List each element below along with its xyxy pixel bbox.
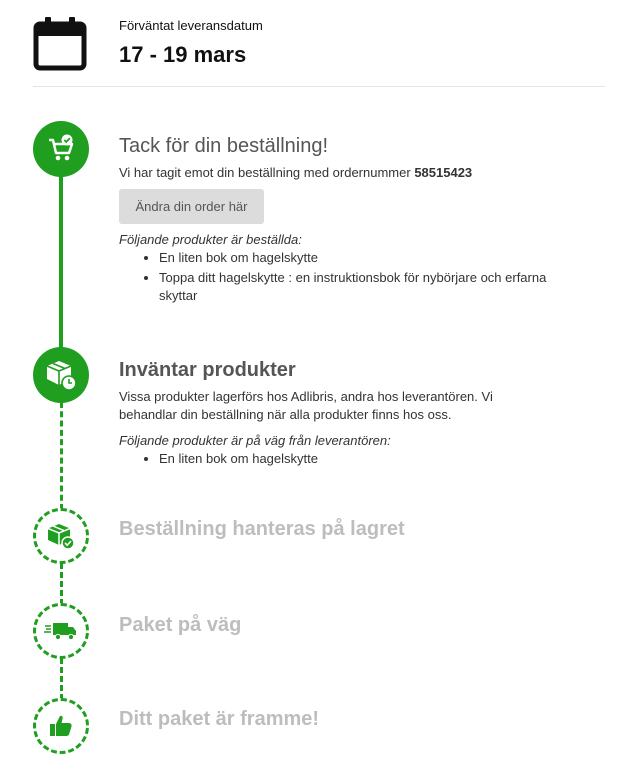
list-item: • En liten bok om hagelskytte: [159, 450, 318, 468]
delivery-header: [0, 0, 634, 88]
step-confirmed-marker: [33, 121, 89, 177]
timeline-line-pending: [60, 402, 63, 510]
step-awaiting-marker: [33, 347, 89, 403]
list-item: • En liten bok om hagelskytte: [159, 249, 579, 267]
order-number: 58515423: [414, 165, 473, 180]
delivery-label: Förväntat leveransdatum: [119, 18, 263, 33]
cart-check-icon: [46, 134, 76, 164]
calendar-icon: [33, 15, 87, 71]
divider: [33, 86, 605, 87]
step-arrived-title: Ditt paket är framme!: [119, 708, 320, 730]
delivery-date: 17 - 19 mars: [119, 42, 247, 67]
box-check-icon: [46, 521, 76, 551]
step-shipping-marker: [33, 603, 89, 659]
change-order-button[interactable]: Ändra din order här: [119, 189, 264, 224]
order-confirmation-text: [119, 164, 472, 182]
ordered-products-list: [141, 249, 579, 307]
step-confirmed-title: Tack för din beställning!: [119, 135, 329, 157]
supplier-products-heading: Följande produkter är på väg från leverantören:: [119, 433, 391, 448]
thumbs-up-icon: [48, 713, 74, 739]
box-clock-icon: [44, 358, 78, 392]
step-shipping-title: Paket på väg: [119, 614, 242, 636]
supplier-products-list: [141, 450, 318, 470]
step-warehouse-marker: [33, 508, 89, 564]
timeline-line-completed: [59, 176, 63, 348]
timeline-line-pending: [60, 563, 63, 605]
truck-icon: [44, 619, 78, 643]
step-awaiting-title: Inväntar produkter: [119, 359, 296, 381]
order-confirmation-label: Vi har tagit emot din beställning med ordernummer: [119, 165, 411, 180]
ordered-products-heading: Följande produkter är beställda:: [119, 232, 302, 247]
step-arrived-marker: [33, 698, 89, 754]
step-warehouse-title: Beställning hanteras på lagret: [119, 518, 405, 540]
list-item: • Toppa ditt hagelskytte : en instruktionsbok för nybörjare och erfarna skyttar: [159, 269, 579, 305]
awaiting-description: Vissa produkter lagerförs hos Adlibris, andra hos leverantören. Vi behandlar din beställning när alla produkter finns hos oss.: [119, 389, 493, 422]
timeline-line-pending: [60, 658, 63, 700]
